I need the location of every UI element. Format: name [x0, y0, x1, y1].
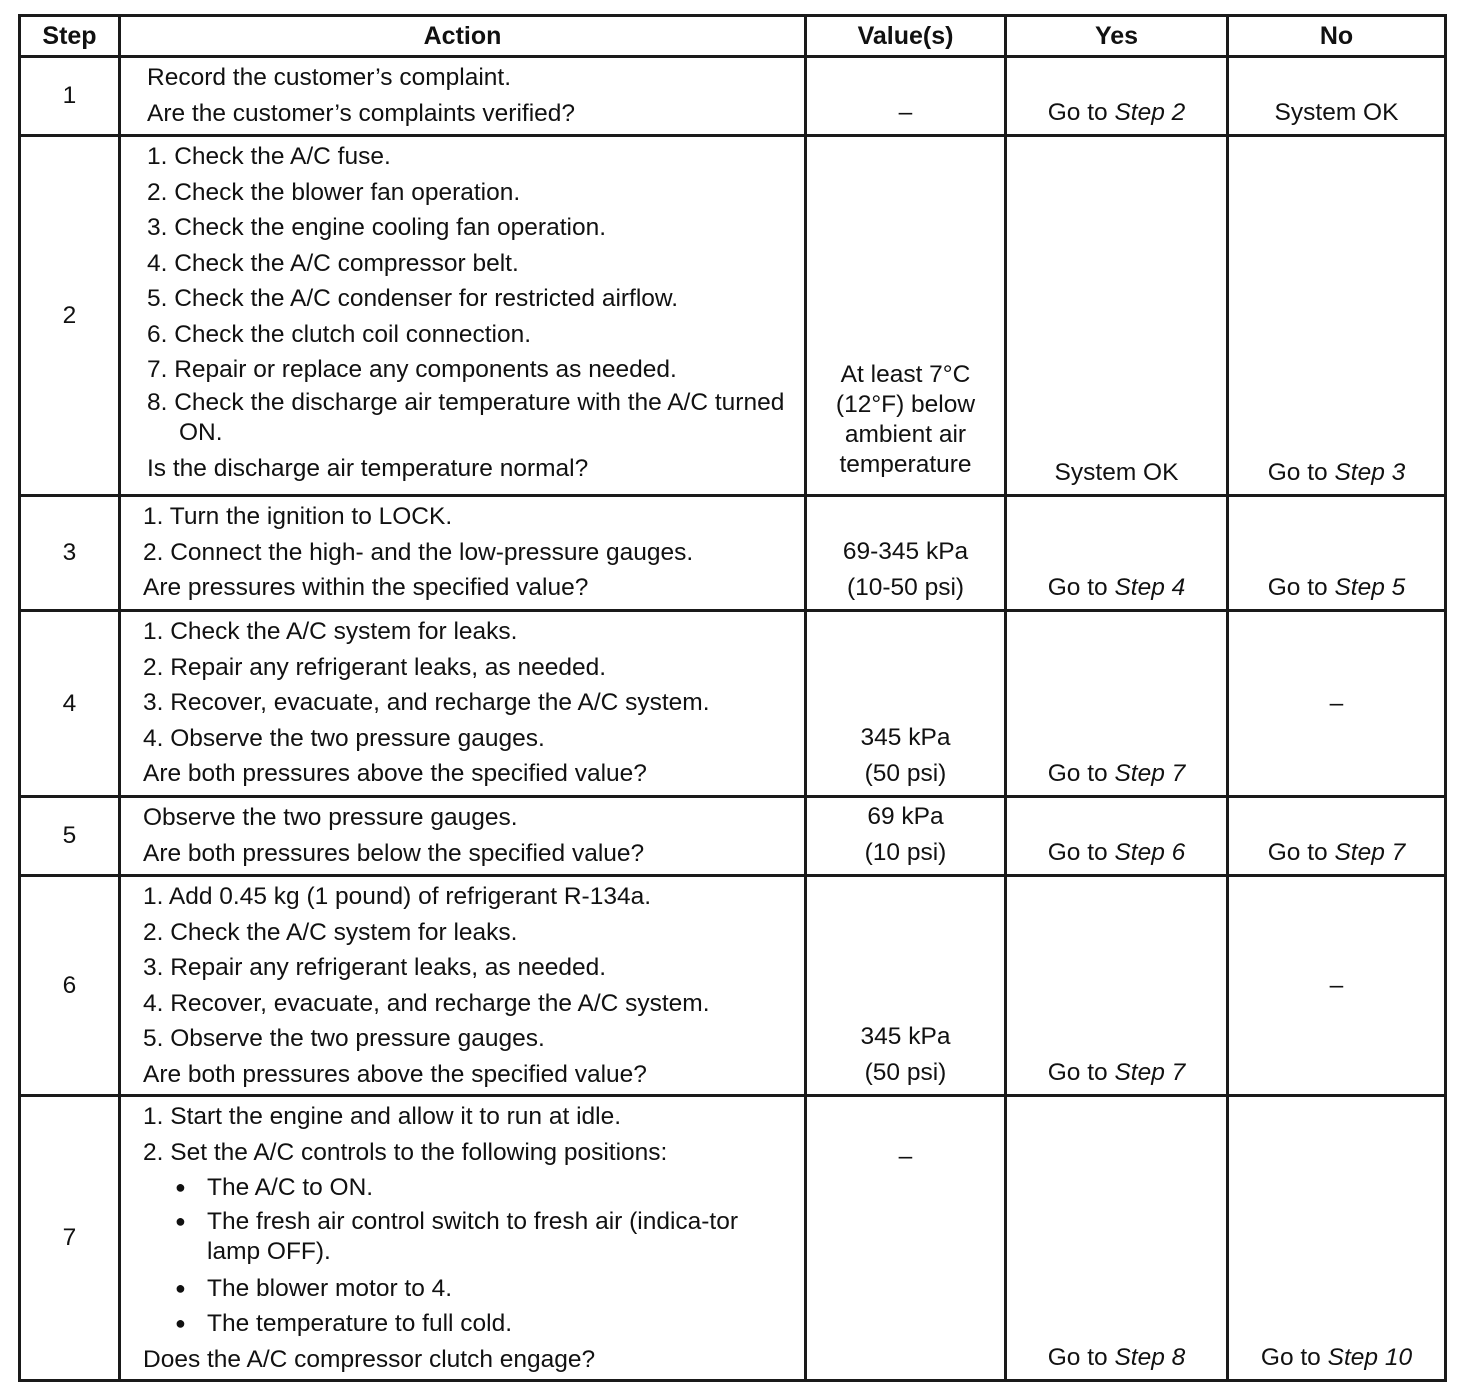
action-line: 2. Check the blower fan operation. — [147, 178, 521, 206]
action-cell — [120, 1096, 806, 1381]
step-number: 2 — [20, 136, 120, 496]
value-line: (50 psi) — [864, 759, 947, 787]
bullet-item: ● The fresh air control switch to fresh air (indica-tor lamp OFF). — [143, 1206, 792, 1267]
no-cell: – — [1228, 611, 1446, 797]
goto-prefix: Go to — [1267, 458, 1335, 486]
value-line: (50 psi) — [864, 1058, 947, 1086]
step-number: 7 — [20, 1096, 120, 1381]
step-link[interactable]: Step 8 — [1114, 1343, 1186, 1371]
yes-cell — [1006, 496, 1228, 611]
yes-cell — [1006, 1096, 1228, 1381]
goto-prefix: Go to — [1047, 1058, 1115, 1086]
table-row-step-4 — [20, 611, 1446, 797]
goto-prefix: Go to — [1047, 838, 1115, 866]
action-line: 1. Check the A/C fuse. — [147, 143, 391, 170]
no-cell — [1228, 797, 1446, 876]
action-cell — [120, 136, 806, 496]
action-line: Record the customer’s complaint. — [147, 64, 512, 91]
step-link[interactable]: Step 7 — [1334, 838, 1406, 866]
table-row-step-5 — [20, 797, 1446, 876]
step-number: 3 — [20, 496, 120, 611]
header-row — [20, 16, 1446, 57]
action-line: 1. Check the A/C system for leaks. — [143, 618, 518, 645]
action-line: 4. Check the A/C compressor belt. — [147, 249, 519, 277]
step-link[interactable]: Step 4 — [1114, 573, 1186, 601]
table-row-step-7 — [20, 1096, 1446, 1381]
value-line: At least 7°C — [840, 361, 971, 388]
action-cell — [120, 57, 806, 136]
step-link[interactable]: Step 7 — [1114, 1058, 1186, 1086]
yes-cell — [1006, 797, 1228, 876]
value-line: 345 kPa — [860, 724, 951, 751]
header-no: No — [1228, 16, 1446, 57]
goto-prefix: Go to — [1260, 1343, 1328, 1371]
value-line: (10 psi) — [864, 838, 947, 866]
no-cell — [1228, 1096, 1446, 1381]
yes-cell: System OK — [1006, 136, 1228, 496]
no-cell: – — [1228, 876, 1446, 1096]
table-row-step-3 — [20, 496, 1446, 611]
bullet-item: ● The temperature to full cold. — [143, 1306, 792, 1342]
yes-cell — [1006, 57, 1228, 136]
action-question: Are both pressures above the specified value? — [143, 1060, 647, 1088]
header-action: Action — [120, 16, 806, 57]
value-cell — [806, 797, 1006, 876]
table-row-step-1 — [20, 57, 1446, 136]
table-row-step-6 — [20, 876, 1446, 1096]
action-line: 3. Check the engine cooling fan operation. — [147, 214, 607, 241]
value-line: temperature — [839, 451, 972, 478]
no-cell — [1228, 496, 1446, 611]
action-cell — [120, 496, 806, 611]
action-cell — [120, 876, 806, 1096]
action-cell — [120, 797, 806, 876]
value-cell — [806, 496, 1006, 611]
goto-prefix: Go to — [1267, 573, 1335, 601]
action-line: 2. Repair any refrigerant leaks, as needed. — [143, 653, 607, 681]
action-line: 6. Check the clutch coil connection. — [147, 320, 532, 348]
step-number: 1 — [20, 57, 120, 136]
action-question: Is the discharge air temperature normal? — [147, 454, 589, 482]
header-yes: Yes — [1006, 16, 1228, 57]
action-line: 5. Observe the two pressure gauges. — [143, 1025, 545, 1052]
action-line: 3. Repair any refrigerant leaks, as needed. — [143, 954, 607, 981]
value-cell — [806, 611, 1006, 797]
action-line: 4. Observe the two pressure gauges. — [143, 724, 545, 752]
goto-prefix: Go to — [1047, 759, 1115, 787]
action-line: 1. Add 0.45 kg (1 pound) of refrigerant R-134a. — [143, 883, 652, 910]
value-cell — [806, 136, 1006, 496]
no-cell — [1228, 136, 1446, 496]
action-question: Does the A/C compressor clutch engage? — [143, 1345, 596, 1373]
step-number: 5 — [20, 797, 120, 876]
table-row-step-2 — [20, 136, 1446, 496]
value-line: (10-50 psi) — [846, 573, 965, 601]
step-link[interactable]: Step 2 — [1114, 98, 1186, 126]
bullet-item: ● The A/C to ON. — [143, 1170, 792, 1206]
action-cell — [120, 611, 806, 797]
diagnostic-table — [18, 14, 1447, 1382]
action-line: 1. Turn the ignition to LOCK. — [143, 503, 453, 530]
step-link[interactable]: Step 7 — [1114, 759, 1186, 787]
step-number: 6 — [20, 876, 120, 1096]
bullet-item: ● The blower motor to 4. — [143, 1271, 792, 1307]
value-line: (12°F) below — [835, 391, 976, 418]
yes-cell — [1006, 611, 1228, 797]
value-line: ambient air — [844, 421, 967, 448]
action-line: 7. Repair or replace any components as needed. — [147, 356, 677, 383]
yes-cell — [1006, 876, 1228, 1096]
value-line: 69 kPa — [867, 803, 944, 830]
action-line: 1. Start the engine and allow it to run at idle. — [143, 1103, 622, 1130]
step-number: 4 — [20, 611, 120, 797]
action-line: Are the customer’s complaints verified? — [147, 99, 576, 127]
value-line: 69-345 kPa — [842, 538, 969, 565]
action-question: Are pressures within the specified value? — [143, 574, 589, 601]
no-cell: System OK — [1228, 57, 1446, 136]
value-cell: – — [806, 57, 1006, 136]
action-line: Observe the two pressure gauges. — [143, 804, 518, 831]
header-values: Value(s) — [806, 16, 1006, 57]
action-line: 5. Check the A/C condenser for restricted airflow. — [147, 285, 679, 312]
header-step: Step — [20, 16, 120, 57]
value-cell: – — [806, 1096, 1006, 1381]
action-line: 2. Set the A/C controls to the following positions: — [143, 1138, 668, 1166]
goto-prefix: Go to — [1267, 838, 1335, 866]
action-line: 4. Recover, evacuate, and recharge the A/C system. — [143, 989, 710, 1017]
action-question: Are both pressures above the specified value? — [143, 760, 647, 787]
step-link[interactable]: Step 3 — [1334, 458, 1406, 486]
step-link[interactable]: Step 5 — [1334, 573, 1406, 601]
goto-prefix: Go to — [1047, 573, 1115, 601]
action-line: 2. Check the A/C system for leaks. — [143, 918, 518, 946]
step-link[interactable]: Step 10 — [1327, 1343, 1413, 1371]
action-line: 8. Check the discharge air temperature with the A/C turned ON. — [147, 388, 785, 446]
goto-prefix: Go to — [1047, 1343, 1115, 1371]
action-line: 3. Recover, evacuate, and recharge the A/C system. — [143, 689, 710, 716]
action-question: Are both pressures below the specified value? — [143, 839, 645, 867]
value-cell — [806, 876, 1006, 1096]
action-line: 2. Connect the high- and the low-pressure gauges. — [143, 538, 694, 566]
goto-prefix: Go to — [1047, 98, 1115, 126]
value-line: 345 kPa — [860, 1023, 951, 1050]
step-link[interactable]: Step 6 — [1114, 838, 1186, 866]
